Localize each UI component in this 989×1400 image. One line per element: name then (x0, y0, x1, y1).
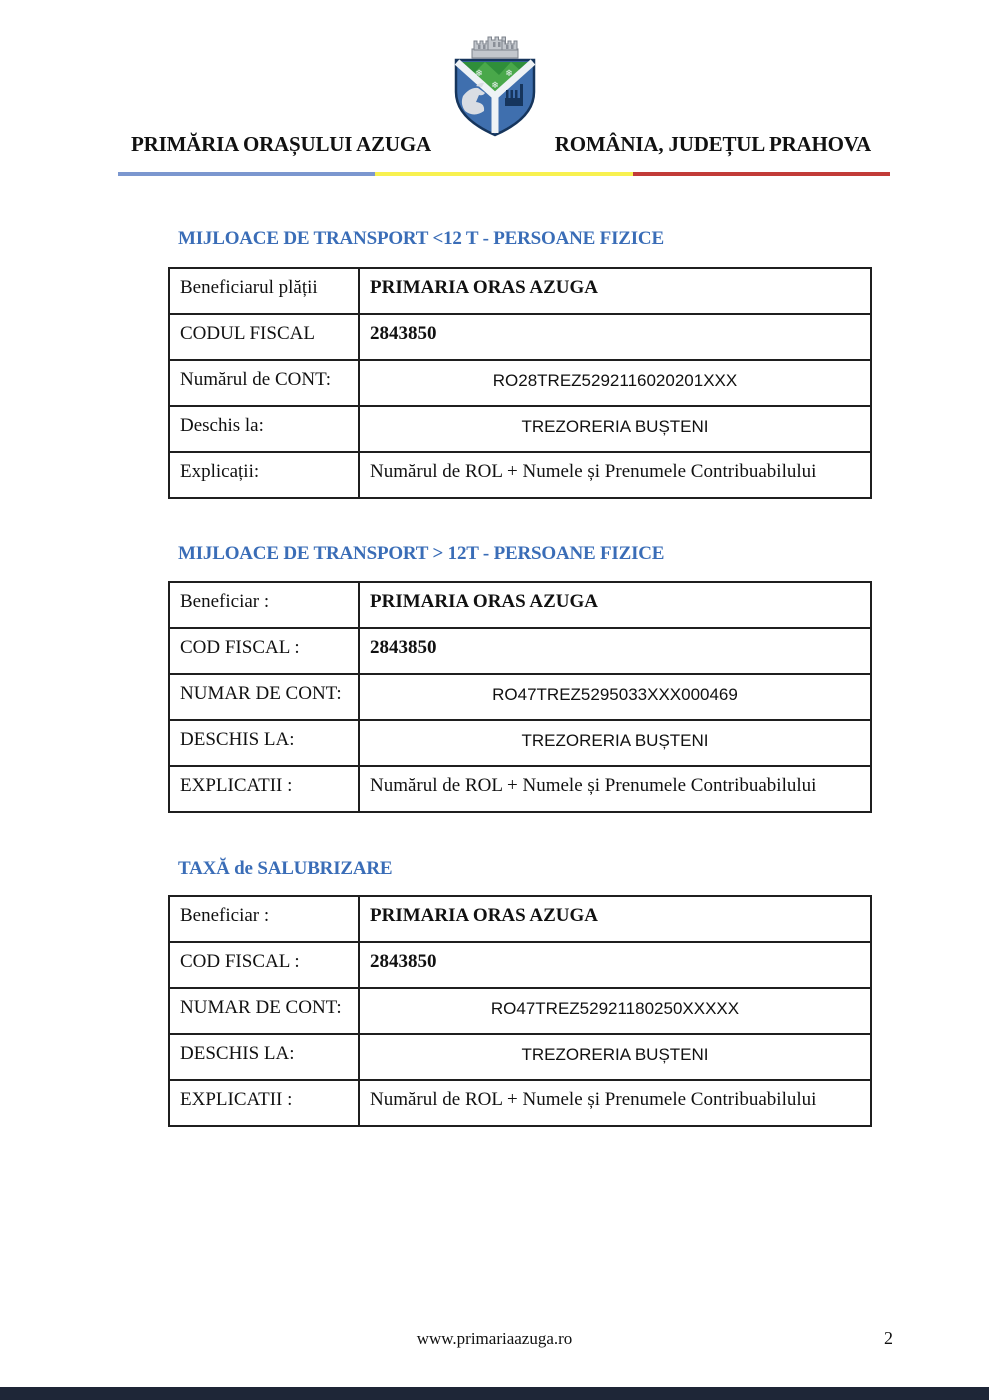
row-value-cell: 2843850 (359, 628, 871, 674)
row-value-cell: TREZORERIA BUȘTENI (359, 720, 871, 766)
svg-text:❄: ❄ (505, 69, 513, 79)
page-number: 2 (884, 1328, 893, 1348)
table-row (169, 1034, 871, 1080)
row-label-cell: Explicații: (169, 452, 359, 498)
row-label-cell: DESCHIS LA: (169, 1034, 359, 1080)
row-value-cell: TREZORERIA BUȘTENI (359, 1034, 871, 1080)
row-label-cell: Beneficiar : (169, 582, 359, 628)
row-label-cell: Beneficiarul plății (169, 268, 359, 314)
payment-details-table (168, 581, 872, 813)
table-row (169, 896, 871, 942)
row-label-cell: EXPLICATII : (169, 1080, 359, 1126)
row-value-cell: RO28TREZ5292116020201XXX (359, 360, 871, 406)
row-label-cell: Deschis la: (169, 406, 359, 452)
row-label-cell: Beneficiar : (169, 896, 359, 942)
country-county-title: ROMÂNIA, JUDEȚUL PRAHOVA (554, 132, 871, 156)
svg-text:❄: ❄ (491, 81, 499, 91)
row-label-cell: CODUL FISCAL (169, 314, 359, 360)
table-row (169, 766, 871, 812)
table-row (169, 628, 871, 674)
payment-details-table (168, 895, 872, 1127)
svg-text:❄: ❄ (475, 69, 483, 79)
table-row (169, 406, 871, 452)
row-value-cell: 2843850 (359, 942, 871, 988)
table-row (169, 674, 871, 720)
table-row (169, 720, 871, 766)
row-value-cell: 2843850 (359, 314, 871, 360)
bottom-bar (0, 1387, 989, 1400)
table-row (169, 268, 871, 314)
row-value-cell: PRIMARIA ORAS AZUGA (359, 582, 871, 628)
table-row (169, 582, 871, 628)
row-label-cell: EXPLICATII : (169, 766, 359, 812)
section-heading: MIJLOACE DE TRANSPORT <12 T - PERSOANE FIZICE (178, 228, 664, 249)
row-value-cell: RO47TREZ5295033XXX000469 (359, 674, 871, 720)
row-label-cell: NUMAR DE CONT: (169, 674, 359, 720)
section-heading: TAXĂ de SALUBRIZARE (178, 858, 393, 879)
payment-details-table (168, 267, 872, 499)
row-value-cell: PRIMARIA ORAS AZUGA (359, 268, 871, 314)
table-row (169, 988, 871, 1034)
table-row (169, 360, 871, 406)
footer-website: www.primariaazuga.ro (416, 1329, 573, 1348)
row-value-cell: Numărul de ROL + Numele și Prenumele Contribuabilului (359, 452, 871, 498)
institution-title: PRIMĂRIA ORAȘULUI AZUGA (131, 132, 431, 156)
row-label-cell: NUMAR DE CONT: (169, 988, 359, 1034)
row-value-cell: Numărul de ROL + Numele și Prenumele Contribuabilului (359, 766, 871, 812)
table-row (169, 314, 871, 360)
row-value-cell: TREZORERIA BUȘTENI (359, 406, 871, 452)
row-label-cell: DESCHIS LA: (169, 720, 359, 766)
table-row (169, 452, 871, 498)
section-heading: MIJLOACE DE TRANSPORT > 12T - PERSOANE FIZICE (178, 543, 665, 564)
row-label-cell: COD FISCAL : (169, 628, 359, 674)
row-value-cell: Numărul de ROL + Numele și Prenumele Contribuabilului (359, 1080, 871, 1126)
row-value-cell: RO47TREZ52921180250XXXXX (359, 988, 871, 1034)
table-row (169, 942, 871, 988)
row-label-cell: COD FISCAL : (169, 942, 359, 988)
row-value-cell: PRIMARIA ORAS AZUGA (359, 896, 871, 942)
table-row (169, 1080, 871, 1126)
row-label-cell: Numărul de CONT: (169, 360, 359, 406)
